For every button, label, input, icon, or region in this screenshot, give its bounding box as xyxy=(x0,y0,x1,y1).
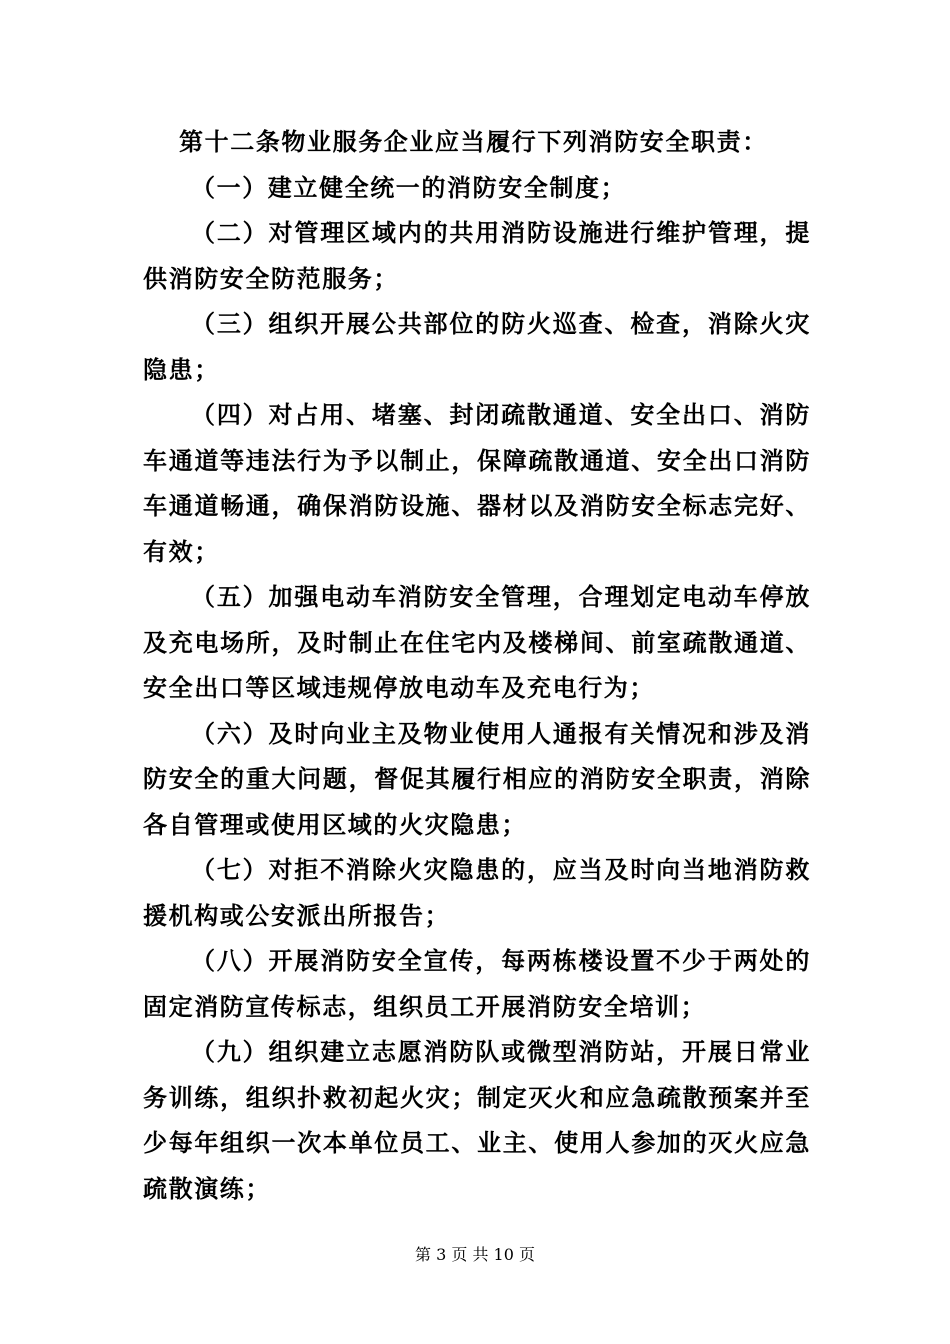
clause-1: （一）建立健全统一的消防安全制度； xyxy=(191,173,627,202)
article-heading: 第十二条物业服务企业应当履行下列消防安全职责： xyxy=(179,128,768,156)
clause-4: （四）对占用、堵塞、封闭疏散通道、安全出口、消防车通道等违法行为予以制止，保障疏散通道、安全出口消防车通道畅通，确保消防设施、器材以及消防安全标志完好、有效； xyxy=(143,401,811,566)
clause-5: （五）加强电动车消防安全管理，合理划定电动车停放及充电场所，及时制止在住宅内及楼梯间、前室疏散通道、安全出口等区域违规停放电动车及充电行为； xyxy=(143,583,811,702)
clause-3: （三）组织开展公共部位的防火巡查、检查，消除火灾隐患； xyxy=(143,310,811,384)
page-number-label: 第 3 页 共 10 页 xyxy=(415,1245,535,1264)
clause-9: （九）组织建立志愿消防队或微型消防站，开展日常业务训练，组织扑救初起火灾；制定灭火和应急疏散预案并至少每年组织一次本单位员工、业主、使用人参加的灭火应急疏散演练； xyxy=(143,1038,811,1203)
clause-2: （二）对管理区域内的共用消防设施进行维护管理，提供消防安全防范服务； xyxy=(143,219,811,293)
clause-8: （八）开展消防安全宣传，每两栋楼设置不少于两处的固定消防宣传标志，组织员工开展消防安全培训； xyxy=(143,947,811,1021)
clause-6: （六）及时向业主及物业使用人通报有关情况和涉及消防安全的重大问题，督促其履行相应的消防安全职责，消除各自管理或使用区域的火灾隐患； xyxy=(143,719,811,839)
page-footer xyxy=(0,1244,950,1266)
clause-7: （七）对拒不消除火灾隐患的，应当及时向当地消防救援机构或公安派出所报告； xyxy=(143,856,811,930)
article-body xyxy=(143,120,811,1212)
